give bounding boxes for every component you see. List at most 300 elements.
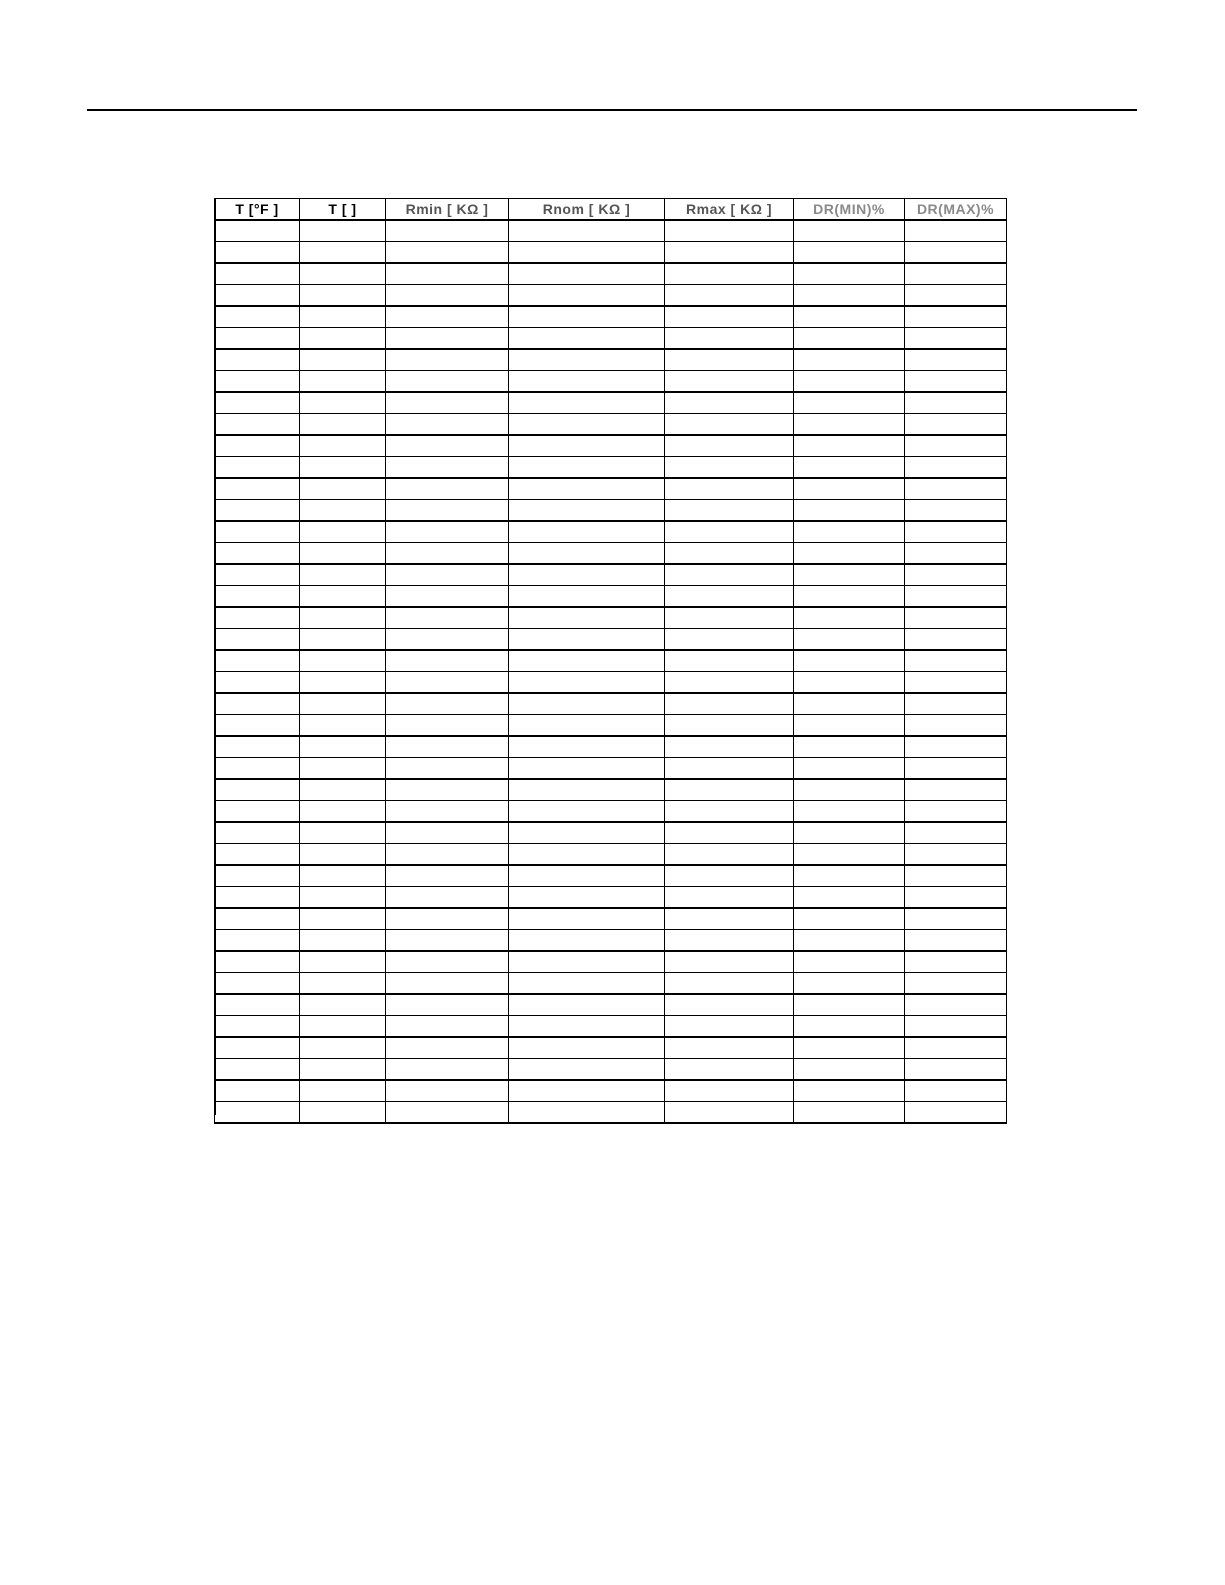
cell-rnom <box>509 435 665 457</box>
table-row <box>215 435 1007 457</box>
table-row <box>215 994 1007 1016</box>
cell-t-f <box>215 715 300 737</box>
cell-t-f <box>215 392 300 414</box>
cell-rnom <box>509 521 665 543</box>
cell-dr-min <box>794 328 905 350</box>
cell-dr-max <box>905 994 1007 1016</box>
cell-t-f <box>215 586 300 608</box>
cell-rmin <box>386 586 509 608</box>
cell-rmax <box>665 715 794 737</box>
table-row <box>215 844 1007 866</box>
cell-rnom <box>509 392 665 414</box>
cell-rnom <box>509 994 665 1016</box>
cell-t-c <box>300 822 386 844</box>
table-row <box>215 736 1007 758</box>
cell-rmin <box>386 1102 509 1124</box>
cell-t-f <box>215 306 300 328</box>
cell-dr-min <box>794 349 905 371</box>
header-dr-max: DR(MAX)% <box>905 199 1007 221</box>
cell-dr-min <box>794 672 905 694</box>
cell-t-c <box>300 328 386 350</box>
cell-dr-max <box>905 973 1007 995</box>
table-row <box>215 973 1007 995</box>
cell-dr-min <box>794 435 905 457</box>
cell-t-c <box>300 220 386 242</box>
cell-dr-max <box>905 435 1007 457</box>
cell-dr-min <box>794 887 905 909</box>
header-rnom: Rnom [ KΩ ] <box>509 199 665 221</box>
cell-dr-min <box>794 306 905 328</box>
table-row <box>215 908 1007 930</box>
cell-dr-min <box>794 586 905 608</box>
table-row <box>215 779 1007 801</box>
cell-rmax <box>665 1037 794 1059</box>
cell-rmax <box>665 220 794 242</box>
cell-dr-min <box>794 1037 905 1059</box>
cell-rnom <box>509 1080 665 1102</box>
cell-t-f <box>215 457 300 479</box>
cell-rnom <box>509 1059 665 1081</box>
cell-rnom <box>509 715 665 737</box>
table-row <box>215 263 1007 285</box>
cell-dr-max <box>905 1059 1007 1081</box>
header-rmin: Rmin [ KΩ ] <box>386 199 509 221</box>
table-row <box>215 414 1007 436</box>
cell-dr-max <box>905 220 1007 242</box>
cell-rmax <box>665 414 794 436</box>
cell-rmin <box>386 392 509 414</box>
cell-t-f <box>215 1037 300 1059</box>
cell-dr-max <box>905 607 1007 629</box>
cell-rmin <box>386 285 509 307</box>
table-row <box>215 715 1007 737</box>
table-row <box>215 306 1007 328</box>
cell-t-f <box>215 285 300 307</box>
cell-rnom <box>509 908 665 930</box>
cell-dr-min <box>794 457 905 479</box>
cell-rmin <box>386 306 509 328</box>
cell-t-f <box>215 1102 300 1124</box>
table-row <box>215 629 1007 651</box>
table-row <box>215 349 1007 371</box>
cell-dr-max <box>905 457 1007 479</box>
cell-t-f <box>215 371 300 393</box>
cell-t-f <box>215 973 300 995</box>
cell-rmin <box>386 1016 509 1038</box>
header-rule <box>87 109 1137 111</box>
cell-t-f <box>215 650 300 672</box>
cell-dr-max <box>905 328 1007 350</box>
cell-t-c <box>300 1102 386 1124</box>
cell-t-f <box>215 242 300 264</box>
cell-rmax <box>665 736 794 758</box>
cell-rmin <box>386 951 509 973</box>
cell-dr-max <box>905 1016 1007 1038</box>
cell-rmax <box>665 328 794 350</box>
cell-t-c <box>300 1080 386 1102</box>
cell-dr-max <box>905 887 1007 909</box>
cell-rmin <box>386 521 509 543</box>
cell-rmax <box>665 672 794 694</box>
cell-rmax <box>665 1059 794 1081</box>
cell-rmax <box>665 564 794 586</box>
cell-t-f <box>215 758 300 780</box>
cell-rnom <box>509 457 665 479</box>
cell-dr-max <box>905 242 1007 264</box>
table-row <box>215 457 1007 479</box>
cell-dr-min <box>794 285 905 307</box>
cell-rmin <box>386 500 509 522</box>
cell-dr-min <box>794 629 905 651</box>
cell-t-f <box>215 607 300 629</box>
cell-dr-min <box>794 1102 905 1124</box>
table-row <box>215 543 1007 565</box>
cell-rnom <box>509 844 665 866</box>
cell-t-c <box>300 758 386 780</box>
cell-dr-min <box>794 1080 905 1102</box>
table-row <box>215 371 1007 393</box>
header-temperature-c: T [ ] <box>300 199 386 221</box>
cell-rmax <box>665 758 794 780</box>
cell-dr-min <box>794 801 905 823</box>
table-row <box>215 1016 1007 1038</box>
cell-t-f <box>215 908 300 930</box>
cell-rmax <box>665 543 794 565</box>
cell-rmax <box>665 822 794 844</box>
table-row <box>215 564 1007 586</box>
cell-t-c <box>300 586 386 608</box>
cell-rmax <box>665 994 794 1016</box>
table-row <box>215 392 1007 414</box>
cell-dr-max <box>905 392 1007 414</box>
cell-t-c <box>300 285 386 307</box>
cell-rmin <box>386 328 509 350</box>
cell-rmax <box>665 607 794 629</box>
cell-rnom <box>509 285 665 307</box>
cell-t-c <box>300 414 386 436</box>
cell-rmax <box>665 973 794 995</box>
cell-t-f <box>215 349 300 371</box>
table-row <box>215 285 1007 307</box>
cell-t-f <box>215 822 300 844</box>
cell-dr-max <box>905 1080 1007 1102</box>
cell-t-f <box>215 521 300 543</box>
cell-rmin <box>386 349 509 371</box>
cell-t-c <box>300 844 386 866</box>
cell-t-f <box>215 500 300 522</box>
cell-rmin <box>386 607 509 629</box>
cell-rmin <box>386 1080 509 1102</box>
cell-dr-min <box>794 478 905 500</box>
cell-t-f <box>215 564 300 586</box>
cell-dr-max <box>905 779 1007 801</box>
cell-t-c <box>300 1059 386 1081</box>
cell-dr-min <box>794 715 905 737</box>
cell-rmin <box>386 994 509 1016</box>
cell-t-c <box>300 457 386 479</box>
cell-t-c <box>300 543 386 565</box>
cell-rmax <box>665 371 794 393</box>
cell-rmax <box>665 478 794 500</box>
cell-t-f <box>215 801 300 823</box>
cell-dr-min <box>794 758 905 780</box>
cell-dr-min <box>794 220 905 242</box>
cell-t-c <box>300 1037 386 1059</box>
cell-rnom <box>509 1016 665 1038</box>
cell-rmin <box>386 1037 509 1059</box>
cell-dr-min <box>794 564 905 586</box>
cell-dr-min <box>794 736 905 758</box>
cell-t-c <box>300 521 386 543</box>
cell-t-f <box>215 629 300 651</box>
cell-rnom <box>509 693 665 715</box>
cell-rmin <box>386 930 509 952</box>
cell-rmin <box>386 629 509 651</box>
cell-t-c <box>300 801 386 823</box>
cell-rmin <box>386 693 509 715</box>
cell-dr-min <box>794 607 905 629</box>
cell-rnom <box>509 822 665 844</box>
cell-dr-max <box>905 371 1007 393</box>
table-header-row <box>215 199 1007 221</box>
cell-rmin <box>386 435 509 457</box>
cell-t-f <box>215 693 300 715</box>
cell-rmin <box>386 908 509 930</box>
cell-t-f <box>215 1016 300 1038</box>
cell-rmin <box>386 736 509 758</box>
table-row <box>215 607 1007 629</box>
cell-dr-min <box>794 1016 905 1038</box>
cell-t-c <box>300 887 386 909</box>
cell-t-f <box>215 328 300 350</box>
table-row <box>215 242 1007 264</box>
cell-rnom <box>509 951 665 973</box>
cell-rmin <box>386 543 509 565</box>
cell-dr-min <box>794 930 905 952</box>
cell-dr-min <box>794 951 905 973</box>
cell-rnom <box>509 263 665 285</box>
cell-rnom <box>509 779 665 801</box>
cell-t-f <box>215 1080 300 1102</box>
cell-rmax <box>665 951 794 973</box>
cell-t-c <box>300 908 386 930</box>
cell-dr-max <box>905 908 1007 930</box>
cell-dr-max <box>905 801 1007 823</box>
cell-rnom <box>509 1102 665 1124</box>
cell-t-f <box>215 543 300 565</box>
cell-dr-min <box>794 392 905 414</box>
table-row <box>215 328 1007 350</box>
table-row <box>215 650 1007 672</box>
cell-rnom <box>509 500 665 522</box>
table-row <box>215 478 1007 500</box>
cell-dr-max <box>905 672 1007 694</box>
cell-t-c <box>300 371 386 393</box>
cell-dr-max <box>905 306 1007 328</box>
cell-rmax <box>665 392 794 414</box>
cell-rmin <box>386 371 509 393</box>
cell-dr-min <box>794 242 905 264</box>
table-row <box>215 521 1007 543</box>
cell-dr-max <box>905 629 1007 651</box>
cell-rmax <box>665 801 794 823</box>
cell-t-c <box>300 263 386 285</box>
table-row <box>215 801 1007 823</box>
cell-rmax <box>665 844 794 866</box>
cell-rnom <box>509 801 665 823</box>
cell-t-f <box>215 220 300 242</box>
cell-rmin <box>386 887 509 909</box>
cell-rmax <box>665 285 794 307</box>
cell-dr-max <box>905 650 1007 672</box>
cell-dr-min <box>794 994 905 1016</box>
cell-dr-min <box>794 865 905 887</box>
cell-t-f <box>215 263 300 285</box>
cell-rnom <box>509 607 665 629</box>
header-rmax: Rmax [ KΩ ] <box>665 199 794 221</box>
cell-t-c <box>300 242 386 264</box>
cell-t-c <box>300 607 386 629</box>
cell-rnom <box>509 349 665 371</box>
cell-rnom <box>509 543 665 565</box>
cell-t-c <box>300 392 386 414</box>
cell-rmax <box>665 457 794 479</box>
table-row <box>215 865 1007 887</box>
cell-t-f <box>215 779 300 801</box>
table-row <box>215 1037 1007 1059</box>
cell-rmin <box>386 478 509 500</box>
cell-rmin <box>386 779 509 801</box>
cell-t-c <box>300 629 386 651</box>
cell-rmax <box>665 779 794 801</box>
table-row <box>215 1059 1007 1081</box>
cell-rmin <box>386 822 509 844</box>
cell-dr-min <box>794 1059 905 1081</box>
resistance-temperature-table <box>214 198 1007 1124</box>
cell-rnom <box>509 564 665 586</box>
cell-dr-max <box>905 521 1007 543</box>
cell-dr-max <box>905 500 1007 522</box>
cell-dr-max <box>905 844 1007 866</box>
cell-dr-min <box>794 263 905 285</box>
cell-dr-max <box>905 543 1007 565</box>
header-dr-min: DR(MIN)% <box>794 199 905 221</box>
cell-rnom <box>509 930 665 952</box>
cell-dr-min <box>794 650 905 672</box>
table-row <box>215 220 1007 242</box>
cell-rmax <box>665 1080 794 1102</box>
cell-t-c <box>300 500 386 522</box>
table-row <box>215 887 1007 909</box>
cell-dr-max <box>905 586 1007 608</box>
cell-rnom <box>509 650 665 672</box>
cell-dr-max <box>905 758 1007 780</box>
cell-t-f <box>215 672 300 694</box>
cell-dr-min <box>794 973 905 995</box>
cell-rmax <box>665 865 794 887</box>
cell-dr-min <box>794 693 905 715</box>
cell-t-c <box>300 994 386 1016</box>
cell-rnom <box>509 1037 665 1059</box>
cell-rnom <box>509 414 665 436</box>
cell-t-c <box>300 779 386 801</box>
cell-rnom <box>509 306 665 328</box>
cell-t-f <box>215 994 300 1016</box>
cell-t-c <box>300 1016 386 1038</box>
cell-dr-max <box>905 1037 1007 1059</box>
cell-t-c <box>300 715 386 737</box>
cell-t-c <box>300 306 386 328</box>
table-left-edge <box>214 198 216 1115</box>
resistance-table-container <box>214 198 1007 1124</box>
cell-t-c <box>300 564 386 586</box>
table-row <box>215 930 1007 952</box>
cell-rnom <box>509 220 665 242</box>
cell-dr-max <box>905 693 1007 715</box>
cell-dr-max <box>905 865 1007 887</box>
cell-t-f <box>215 414 300 436</box>
cell-dr-min <box>794 822 905 844</box>
cell-rnom <box>509 973 665 995</box>
cell-dr-max <box>905 930 1007 952</box>
cell-rmax <box>665 242 794 264</box>
cell-t-c <box>300 693 386 715</box>
cell-rmax <box>665 930 794 952</box>
cell-rmin <box>386 220 509 242</box>
cell-rnom <box>509 736 665 758</box>
cell-t-c <box>300 478 386 500</box>
cell-rmax <box>665 263 794 285</box>
cell-rmax <box>665 306 794 328</box>
cell-dr-min <box>794 779 905 801</box>
cell-rmax <box>665 693 794 715</box>
cell-dr-min <box>794 908 905 930</box>
cell-t-f <box>215 930 300 952</box>
cell-t-f <box>215 478 300 500</box>
cell-t-c <box>300 973 386 995</box>
cell-rnom <box>509 629 665 651</box>
table-row <box>215 1080 1007 1102</box>
table-row <box>215 693 1007 715</box>
cell-rmax <box>665 435 794 457</box>
cell-rmax <box>665 1016 794 1038</box>
cell-t-c <box>300 865 386 887</box>
cell-rmin <box>386 457 509 479</box>
cell-rmin <box>386 672 509 694</box>
cell-dr-max <box>905 349 1007 371</box>
cell-t-f <box>215 887 300 909</box>
cell-rmax <box>665 908 794 930</box>
cell-dr-max <box>905 951 1007 973</box>
table-row <box>215 586 1007 608</box>
cell-rmin <box>386 242 509 264</box>
cell-dr-min <box>794 521 905 543</box>
cell-dr-min <box>794 844 905 866</box>
cell-rmin <box>386 564 509 586</box>
cell-rmin <box>386 865 509 887</box>
table-body <box>215 220 1007 1123</box>
cell-dr-min <box>794 414 905 436</box>
cell-t-c <box>300 650 386 672</box>
cell-rmax <box>665 349 794 371</box>
cell-t-f <box>215 435 300 457</box>
cell-rmax <box>665 521 794 543</box>
cell-dr-max <box>905 414 1007 436</box>
cell-t-c <box>300 349 386 371</box>
cell-dr-max <box>905 478 1007 500</box>
table-row <box>215 822 1007 844</box>
cell-rnom <box>509 328 665 350</box>
